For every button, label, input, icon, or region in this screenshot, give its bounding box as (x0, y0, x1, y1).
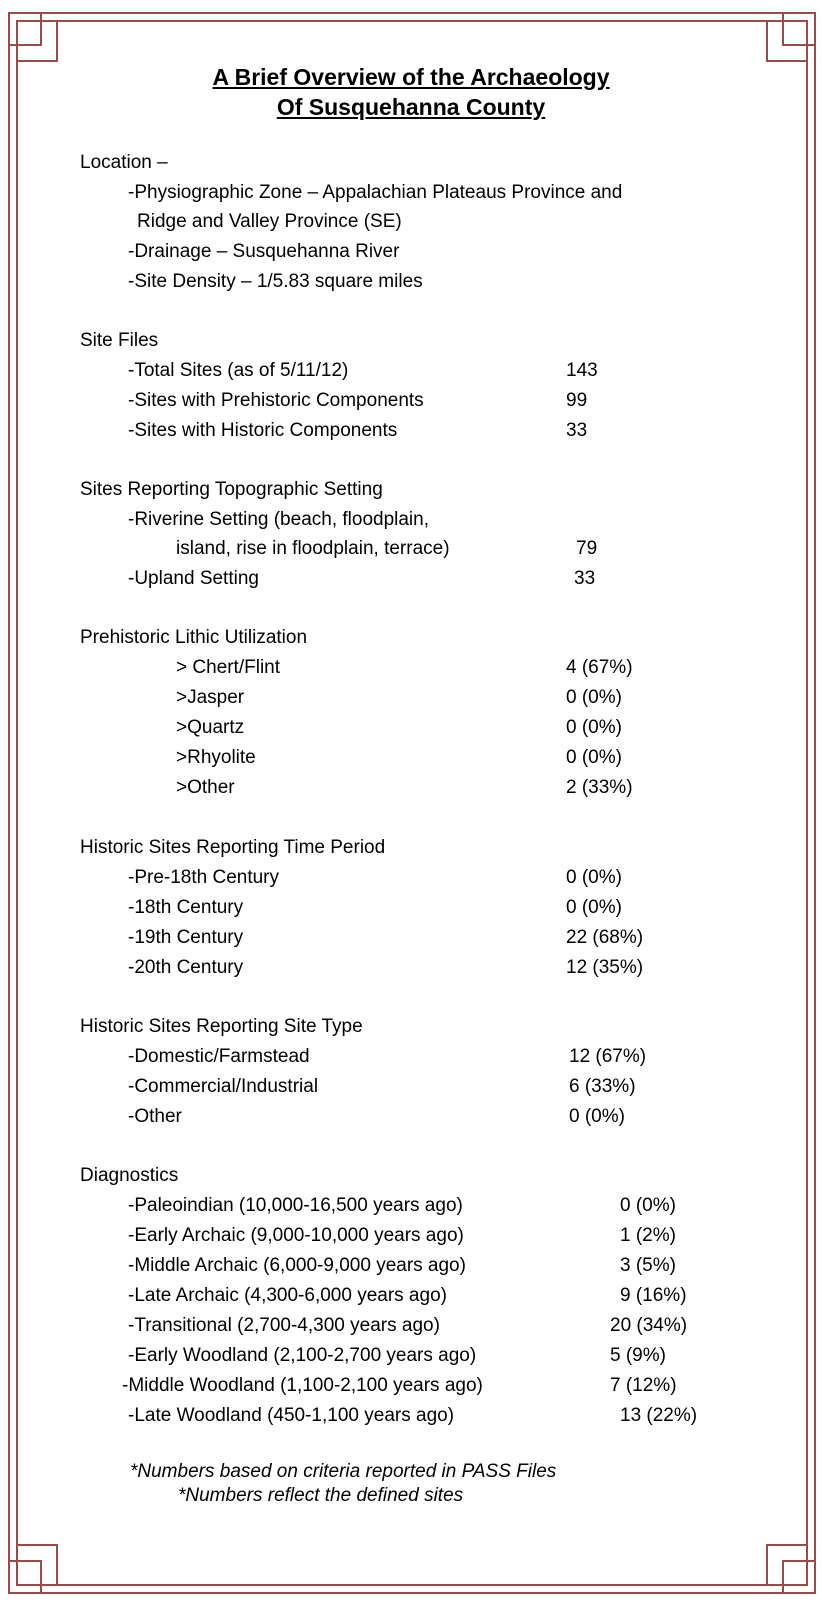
footnote-defined-sites: *Numbers reflect the defined sites (178, 1485, 464, 1506)
lithic-value-chert: 4 (67%) (566, 657, 633, 678)
site-type-value-domestic: 12 (67%) (569, 1046, 647, 1067)
lithic-label-chert: > Chert/Flint (176, 657, 281, 678)
topographic-upland-label: -Upland Setting (128, 568, 259, 589)
lithic-label-quartz: >Quartz (176, 717, 245, 738)
diagnostics-value-early-woodland: 5 (9%) (610, 1345, 666, 1366)
diagnostics-value-transitional: 20 (34%) (610, 1315, 688, 1336)
time-period-label-20th: -20th Century (128, 957, 244, 978)
lithic-label-rhyolite: >Rhyolite (176, 747, 256, 768)
location-heading: Location – (80, 152, 168, 173)
time-period-label-19th: -19th Century (128, 927, 244, 948)
topographic-riverine-line-2: island, rise in floodplain, terrace) (176, 538, 450, 559)
time-period-label-18th: -18th Century (128, 897, 244, 918)
diagnostics-label-paleoindian: -Paleoindian (10,000-16,500 years ago) (128, 1195, 463, 1216)
site-files-label-total: -Total Sites (as of 5/11/12) (128, 360, 349, 381)
lithic-label-other: >Other (176, 777, 235, 798)
site-files-value-historic: 33 (566, 420, 588, 441)
location-drainage: -Drainage – Susquehanna River (128, 241, 400, 262)
corner-ornament-bottom-left-inner (16, 1544, 58, 1586)
topographic-heading: Sites Reporting Topographic Setting (80, 479, 383, 500)
site-type-value-other: 0 (0%) (569, 1106, 625, 1127)
site-files-label-prehistoric: -Sites with Prehistoric Components (128, 390, 424, 411)
diagnostics-value-late-archaic: 9 (16%) (620, 1285, 687, 1306)
diagnostics-value-middle-archaic: 3 (5%) (620, 1255, 676, 1276)
site-type-label-domestic: -Domestic/Farmstead (128, 1046, 310, 1067)
diagnostics-label-early-archaic: -Early Archaic (9,000-10,000 years ago) (128, 1225, 464, 1246)
lithic-value-jasper: 0 (0%) (566, 687, 622, 708)
time-period-value-18th: 0 (0%) (566, 897, 622, 918)
diagnostics-value-paleoindian: 0 (0%) (620, 1195, 676, 1216)
diagnostics-label-late-woodland: -Late Woodland (450-1,100 years ago) (128, 1405, 455, 1426)
diagnostics-label-early-woodland: -Early Woodland (2,100-2,700 years ago) (128, 1345, 477, 1366)
site-files-label-historic: -Sites with Historic Components (128, 420, 398, 441)
lithic-label-jasper: >Jasper (176, 687, 245, 708)
lithic-value-quartz: 0 (0%) (566, 717, 622, 738)
lithic-value-other: 2 (33%) (566, 777, 633, 798)
diagnostics-label-transitional: -Transitional (2,700-4,300 years ago) (128, 1315, 440, 1336)
footnote-criteria: *Numbers based on criteria reported in PASS Files (130, 1461, 557, 1482)
diagnostics-value-late-woodland: 13 (22%) (620, 1405, 698, 1426)
corner-ornament-top-right-inner (766, 20, 808, 62)
page-title-line-1: A Brief Overview of the Archaeology (212, 64, 610, 90)
site-files-value-prehistoric: 99 (566, 390, 588, 411)
topographic-riverine-line-1: -Riverine Setting (beach, floodplain, (128, 509, 430, 530)
diagnostics-value-middle-woodland: 7 (12%) (610, 1375, 677, 1396)
time-period-value-pre18: 0 (0%) (566, 867, 622, 888)
site-files-value-total: 143 (566, 360, 598, 381)
time-period-value-20th: 12 (35%) (566, 957, 644, 978)
diagnostics-label-middle-woodland: -Middle Woodland (1,100-2,100 years ago) (122, 1375, 483, 1396)
topographic-upland-value: 33 (574, 568, 596, 589)
site-type-value-commercial: 6 (33%) (569, 1076, 636, 1097)
time-period-heading: Historic Sites Reporting Time Period (80, 837, 386, 858)
diagnostics-label-late-archaic: -Late Archaic (4,300-6,000 years ago) (128, 1285, 447, 1306)
diagnostics-heading: Diagnostics (80, 1165, 179, 1186)
diagnostics-label-middle-archaic: -Middle Archaic (6,000-9,000 years ago) (128, 1255, 466, 1276)
page-title-line-2: Of Susquehanna County (276, 94, 546, 120)
site-type-label-other: -Other (128, 1106, 182, 1127)
time-period-value-19th: 22 (68%) (566, 927, 644, 948)
location-site-density: -Site Density – 1/5.83 square miles (128, 271, 423, 292)
location-physiographic-line-1: -Physiographic Zone – Appalachian Plateaus Province and (128, 182, 623, 203)
site-type-label-commercial: -Commercial/Industrial (128, 1076, 319, 1097)
topographic-riverine-value: 79 (576, 538, 598, 559)
lithic-heading: Prehistoric Lithic Utilization (80, 627, 308, 648)
corner-ornament-top-left-inner (16, 20, 58, 62)
site-files-heading: Site Files (80, 330, 159, 351)
time-period-label-pre18: -Pre-18th Century (128, 867, 280, 888)
corner-ornament-bottom-right-inner (766, 1544, 808, 1586)
lithic-value-rhyolite: 0 (0%) (566, 747, 622, 768)
location-physiographic-line-2: Ridge and Valley Province (SE) (137, 211, 402, 232)
site-type-heading: Historic Sites Reporting Site Type (80, 1016, 363, 1037)
diagnostics-value-early-archaic: 1 (2%) (620, 1225, 676, 1246)
